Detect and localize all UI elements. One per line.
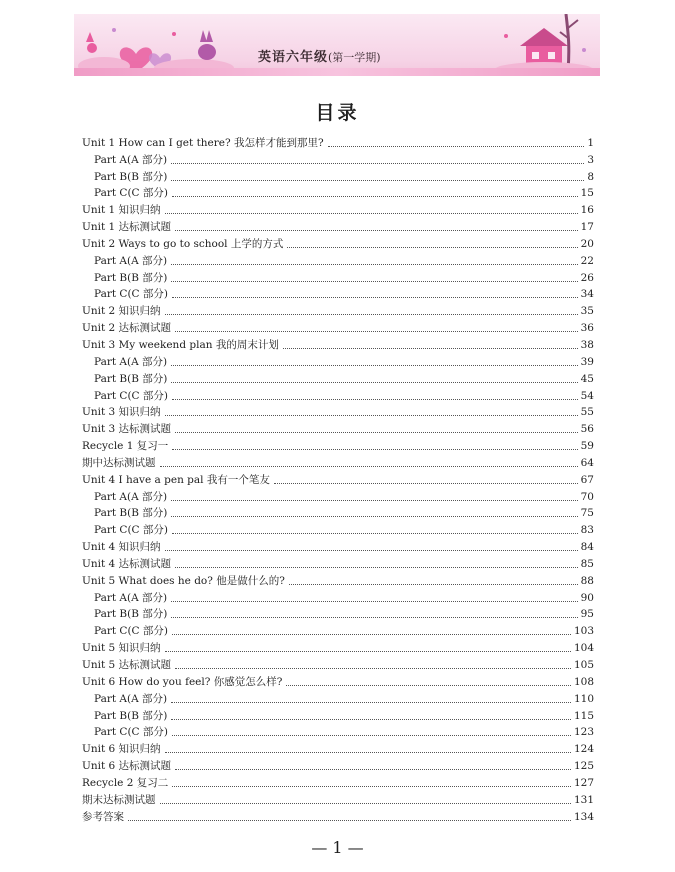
toc-entry-label: Part C(C 部分) xyxy=(94,524,169,537)
toc-entry-label: Part B(B 部分) xyxy=(94,507,168,520)
toc-leader-dots xyxy=(165,752,571,753)
toc-entry-label: Unit 5 What does he do? 他是做什么的? xyxy=(82,574,285,587)
toc-entry[interactable] xyxy=(82,739,594,756)
toc-entry[interactable] xyxy=(82,756,594,773)
toc-entry[interactable] xyxy=(82,638,594,655)
toc-leader-dots xyxy=(172,297,578,298)
toc-leader-dots xyxy=(175,230,578,231)
toc-entry-label: Part C(C 部分) xyxy=(94,726,169,739)
toc-entry-page: 103 xyxy=(573,625,594,638)
toc-leader-dots xyxy=(128,820,571,821)
toc-leader-dots xyxy=(175,432,578,433)
toc-entry[interactable] xyxy=(82,554,594,571)
toc-entry-page: 17 xyxy=(580,221,594,234)
toc-entry-page: 34 xyxy=(580,288,594,301)
toc-entry[interactable] xyxy=(82,706,594,723)
toc-entry-page: 55 xyxy=(580,406,594,419)
toc-entry[interactable] xyxy=(82,301,594,318)
toc-entry-label: Part C(C 部分) xyxy=(94,625,169,638)
toc-entry[interactable] xyxy=(82,470,594,487)
toc-leader-dots xyxy=(287,247,577,248)
toc-entry[interactable] xyxy=(82,217,594,234)
toc-entry-page: 85 xyxy=(580,557,594,570)
toc-entry-label: Part C(C 部分) xyxy=(94,187,169,200)
toc-entry-page: 64 xyxy=(580,456,594,469)
toc-entry-page: 35 xyxy=(580,305,594,318)
toc-leader-dots xyxy=(160,803,571,804)
toc-leader-dots xyxy=(172,196,578,197)
toc-entry-label: 期中达标测试题 xyxy=(82,456,156,469)
toc-entry-label: Recycle 1 复习一 xyxy=(82,440,169,453)
toc-entry-page: 75 xyxy=(580,507,594,520)
toc-entry-page: 22 xyxy=(580,254,594,267)
toc-entry-page: 1 xyxy=(587,136,594,149)
toc-entry[interactable] xyxy=(82,689,594,706)
toc-entry[interactable] xyxy=(82,773,594,790)
toc-entry-page: 105 xyxy=(573,659,594,671)
toc-entry[interactable] xyxy=(82,150,594,167)
toc-entry-label: Unit 1 达标测试题 xyxy=(82,221,172,234)
toc-leader-dots xyxy=(165,314,578,315)
toc-leader-dots xyxy=(171,702,571,703)
toc-entry-page: 83 xyxy=(580,524,594,537)
toc-leader-dots xyxy=(171,264,577,265)
toc-entry[interactable] xyxy=(82,268,594,285)
toc-entry-page: 115 xyxy=(573,709,594,722)
toc-leader-dots xyxy=(274,483,578,484)
toc-entry-label: Unit 5 达标测试题 xyxy=(82,659,172,671)
toc-entry[interactable] xyxy=(82,605,594,622)
toc-entry-label: Unit 3 知识归纳 xyxy=(82,406,161,419)
toc-leader-dots xyxy=(172,399,578,400)
toc-entry-page: 70 xyxy=(580,490,594,503)
toc-leader-dots xyxy=(172,634,571,635)
toc-entry[interactable] xyxy=(82,184,594,201)
toc-entry-page: 36 xyxy=(580,322,594,335)
toc-entry[interactable] xyxy=(82,285,594,302)
toc-entry-label: Part A(A 部分) xyxy=(94,490,168,503)
book-title-subtitle: (第一学期) xyxy=(328,51,381,64)
toc-entry-page: 20 xyxy=(580,237,594,250)
toc-entry-label: 参考答案 xyxy=(82,810,124,823)
toc-entry[interactable] xyxy=(82,537,594,554)
toc-entry-label: Unit 4 知识归纳 xyxy=(82,541,161,554)
toc-entry-label: Unit 6 知识归纳 xyxy=(82,743,161,756)
toc-entry[interactable] xyxy=(82,655,594,672)
toc-entry-page: 88 xyxy=(580,574,594,587)
toc-entry[interactable] xyxy=(82,487,594,504)
page-title: 目录 xyxy=(315,102,360,124)
book-title-main: 英语六年级 xyxy=(258,50,329,65)
toc-leader-dots xyxy=(171,163,584,164)
toc-leader-dots xyxy=(171,719,571,720)
toc-entry-label: Recycle 2 复习二 xyxy=(82,776,169,789)
toc-entry[interactable] xyxy=(82,672,594,689)
toc-leader-dots xyxy=(286,685,571,686)
toc-entry-label: Part A(A 部分) xyxy=(94,254,168,267)
toc-leader-dots xyxy=(160,466,578,467)
toc-entry-label: Unit 3 达标测试题 xyxy=(82,423,172,436)
toc-entry-page: 45 xyxy=(580,372,594,385)
toc-entry-label: Part A(A 部分) xyxy=(94,153,168,166)
toc-entry-page: 67 xyxy=(580,473,594,486)
toc-entry-page: 38 xyxy=(580,338,594,351)
toc-leader-dots xyxy=(171,500,577,501)
toc-leader-dots xyxy=(172,533,578,534)
toc-entry[interactable] xyxy=(82,571,594,588)
toc-leader-dots xyxy=(171,365,577,366)
toc-entry[interactable] xyxy=(82,318,594,335)
toc-entry[interactable] xyxy=(82,790,594,807)
toc-entry-label: Unit 1 知识归纳 xyxy=(82,204,161,217)
toc-entry[interactable] xyxy=(82,807,594,824)
toc-entry[interactable] xyxy=(82,234,594,251)
toc-entry-label: Unit 1 How can I get there? 我怎样才能到那里? xyxy=(82,136,324,149)
toc-entry-label: 期末达标测试题 xyxy=(82,793,156,806)
toc-entry[interactable] xyxy=(82,436,594,453)
toc-entry[interactable] xyxy=(82,419,594,436)
toc-entry[interactable] xyxy=(82,167,594,184)
toc-entry[interactable] xyxy=(82,621,594,638)
toc-entry-page: 16 xyxy=(580,204,594,217)
toc-entry-label: Unit 6 达标测试题 xyxy=(82,760,172,773)
toc-leader-dots xyxy=(171,180,584,181)
toc-entry-label: Unit 4 I have a pen pal 我有一个笔友 xyxy=(82,473,270,486)
header-banner xyxy=(74,14,600,76)
toc-entry-page: 54 xyxy=(580,389,594,402)
toc-entry[interactable] xyxy=(82,520,594,537)
toc-entry[interactable] xyxy=(82,723,594,740)
toc-entry-label: Part C(C 部分) xyxy=(94,389,169,402)
toc-leader-dots xyxy=(175,331,578,332)
toc-entry-page: 90 xyxy=(580,591,594,604)
toc-leader-dots xyxy=(172,449,577,450)
toc-leader-dots xyxy=(172,786,571,787)
toc-entry-page: 15 xyxy=(580,187,594,200)
toc-leader-dots xyxy=(171,601,577,602)
toc-entry[interactable] xyxy=(82,453,594,470)
toc-leader-dots xyxy=(175,567,578,568)
toc-entry-page: 95 xyxy=(580,608,594,621)
toc-entry[interactable] xyxy=(82,352,594,369)
header-strip xyxy=(74,68,600,76)
toc-entry-page: 134 xyxy=(573,810,594,823)
toc-entry-page: 104 xyxy=(573,642,594,655)
toc-entry[interactable] xyxy=(82,133,594,150)
toc-entry-page: 59 xyxy=(580,440,594,453)
toc-leader-dots xyxy=(171,516,577,517)
toc-entry[interactable] xyxy=(82,369,594,386)
toc-entry[interactable] xyxy=(82,251,594,268)
book-title xyxy=(258,46,381,65)
toc-leader-dots xyxy=(165,651,571,652)
toc-entry-page: 124 xyxy=(573,743,594,756)
toc-entry-label: Part A(A 部分) xyxy=(94,692,168,705)
toc-entry-label: Part B(B 部分) xyxy=(94,709,168,722)
toc-entry-page: 131 xyxy=(573,793,594,806)
decorative-hearts-icon xyxy=(74,14,600,76)
toc-entry-label: Part A(A 部分) xyxy=(94,591,168,604)
toc-entry-page: 84 xyxy=(580,541,594,554)
toc-entry-page: 3 xyxy=(587,153,594,166)
toc-leader-dots xyxy=(165,213,578,214)
toc-entry-label: Unit 2 知识归纳 xyxy=(82,305,161,318)
toc-entry-page: 8 xyxy=(587,170,594,183)
toc-entry-page: 110 xyxy=(573,692,594,705)
toc-leader-dots xyxy=(289,584,578,585)
toc-entry-label: Unit 4 达标测试题 xyxy=(82,557,172,570)
toc-leader-dots xyxy=(175,769,571,770)
toc-entry-page: 125 xyxy=(573,760,594,773)
toc-leader-dots xyxy=(165,415,578,416)
table-of-contents xyxy=(82,133,594,824)
toc-entry-label: Unit 2 Ways to go to school 上学的方式 xyxy=(82,237,284,250)
toc-entry-label: Part B(B 部分) xyxy=(94,271,168,284)
toc-leader-dots xyxy=(165,550,578,551)
toc-leader-dots xyxy=(171,281,577,282)
toc-entry-label: Part B(B 部分) xyxy=(94,372,168,385)
toc-entry-page: 26 xyxy=(580,271,594,284)
toc-leader-dots xyxy=(175,668,571,669)
toc-entry[interactable] xyxy=(82,200,594,217)
toc-entry-label: Part A(A 部分) xyxy=(94,355,168,368)
toc-entry-label: Unit 5 知识归纳 xyxy=(82,642,161,655)
toc-entry-page: 123 xyxy=(573,726,594,739)
toc-leader-dots xyxy=(283,348,578,349)
toc-entry-label: Unit 6 How do you feel? 你感觉怎么样? xyxy=(82,675,283,688)
toc-entry-label: Unit 2 达标测试题 xyxy=(82,322,172,335)
toc-entry[interactable] xyxy=(82,386,594,403)
toc-entry-page: 39 xyxy=(580,355,594,368)
toc-entry-page: 108 xyxy=(573,675,594,688)
toc-leader-dots xyxy=(328,146,585,147)
toc-leader-dots xyxy=(171,617,577,618)
toc-entry[interactable] xyxy=(82,504,594,521)
toc-entry-page: 127 xyxy=(573,776,594,789)
toc-entry-label: Unit 3 My weekend plan 我的周末计划 xyxy=(82,338,279,351)
toc-entry-label: Part C(C 部分) xyxy=(94,288,169,301)
page-number: — 1 — xyxy=(311,838,364,857)
toc-entry-label: Part B(B 部分) xyxy=(94,170,168,183)
toc-leader-dots xyxy=(172,735,571,736)
toc-entry[interactable] xyxy=(82,588,594,605)
toc-entry[interactable] xyxy=(82,403,594,420)
toc-leader-dots xyxy=(171,382,577,383)
toc-entry-label: Part B(B 部分) xyxy=(94,608,168,621)
toc-entry-page: 56 xyxy=(580,423,594,436)
toc-entry[interactable] xyxy=(82,335,594,352)
